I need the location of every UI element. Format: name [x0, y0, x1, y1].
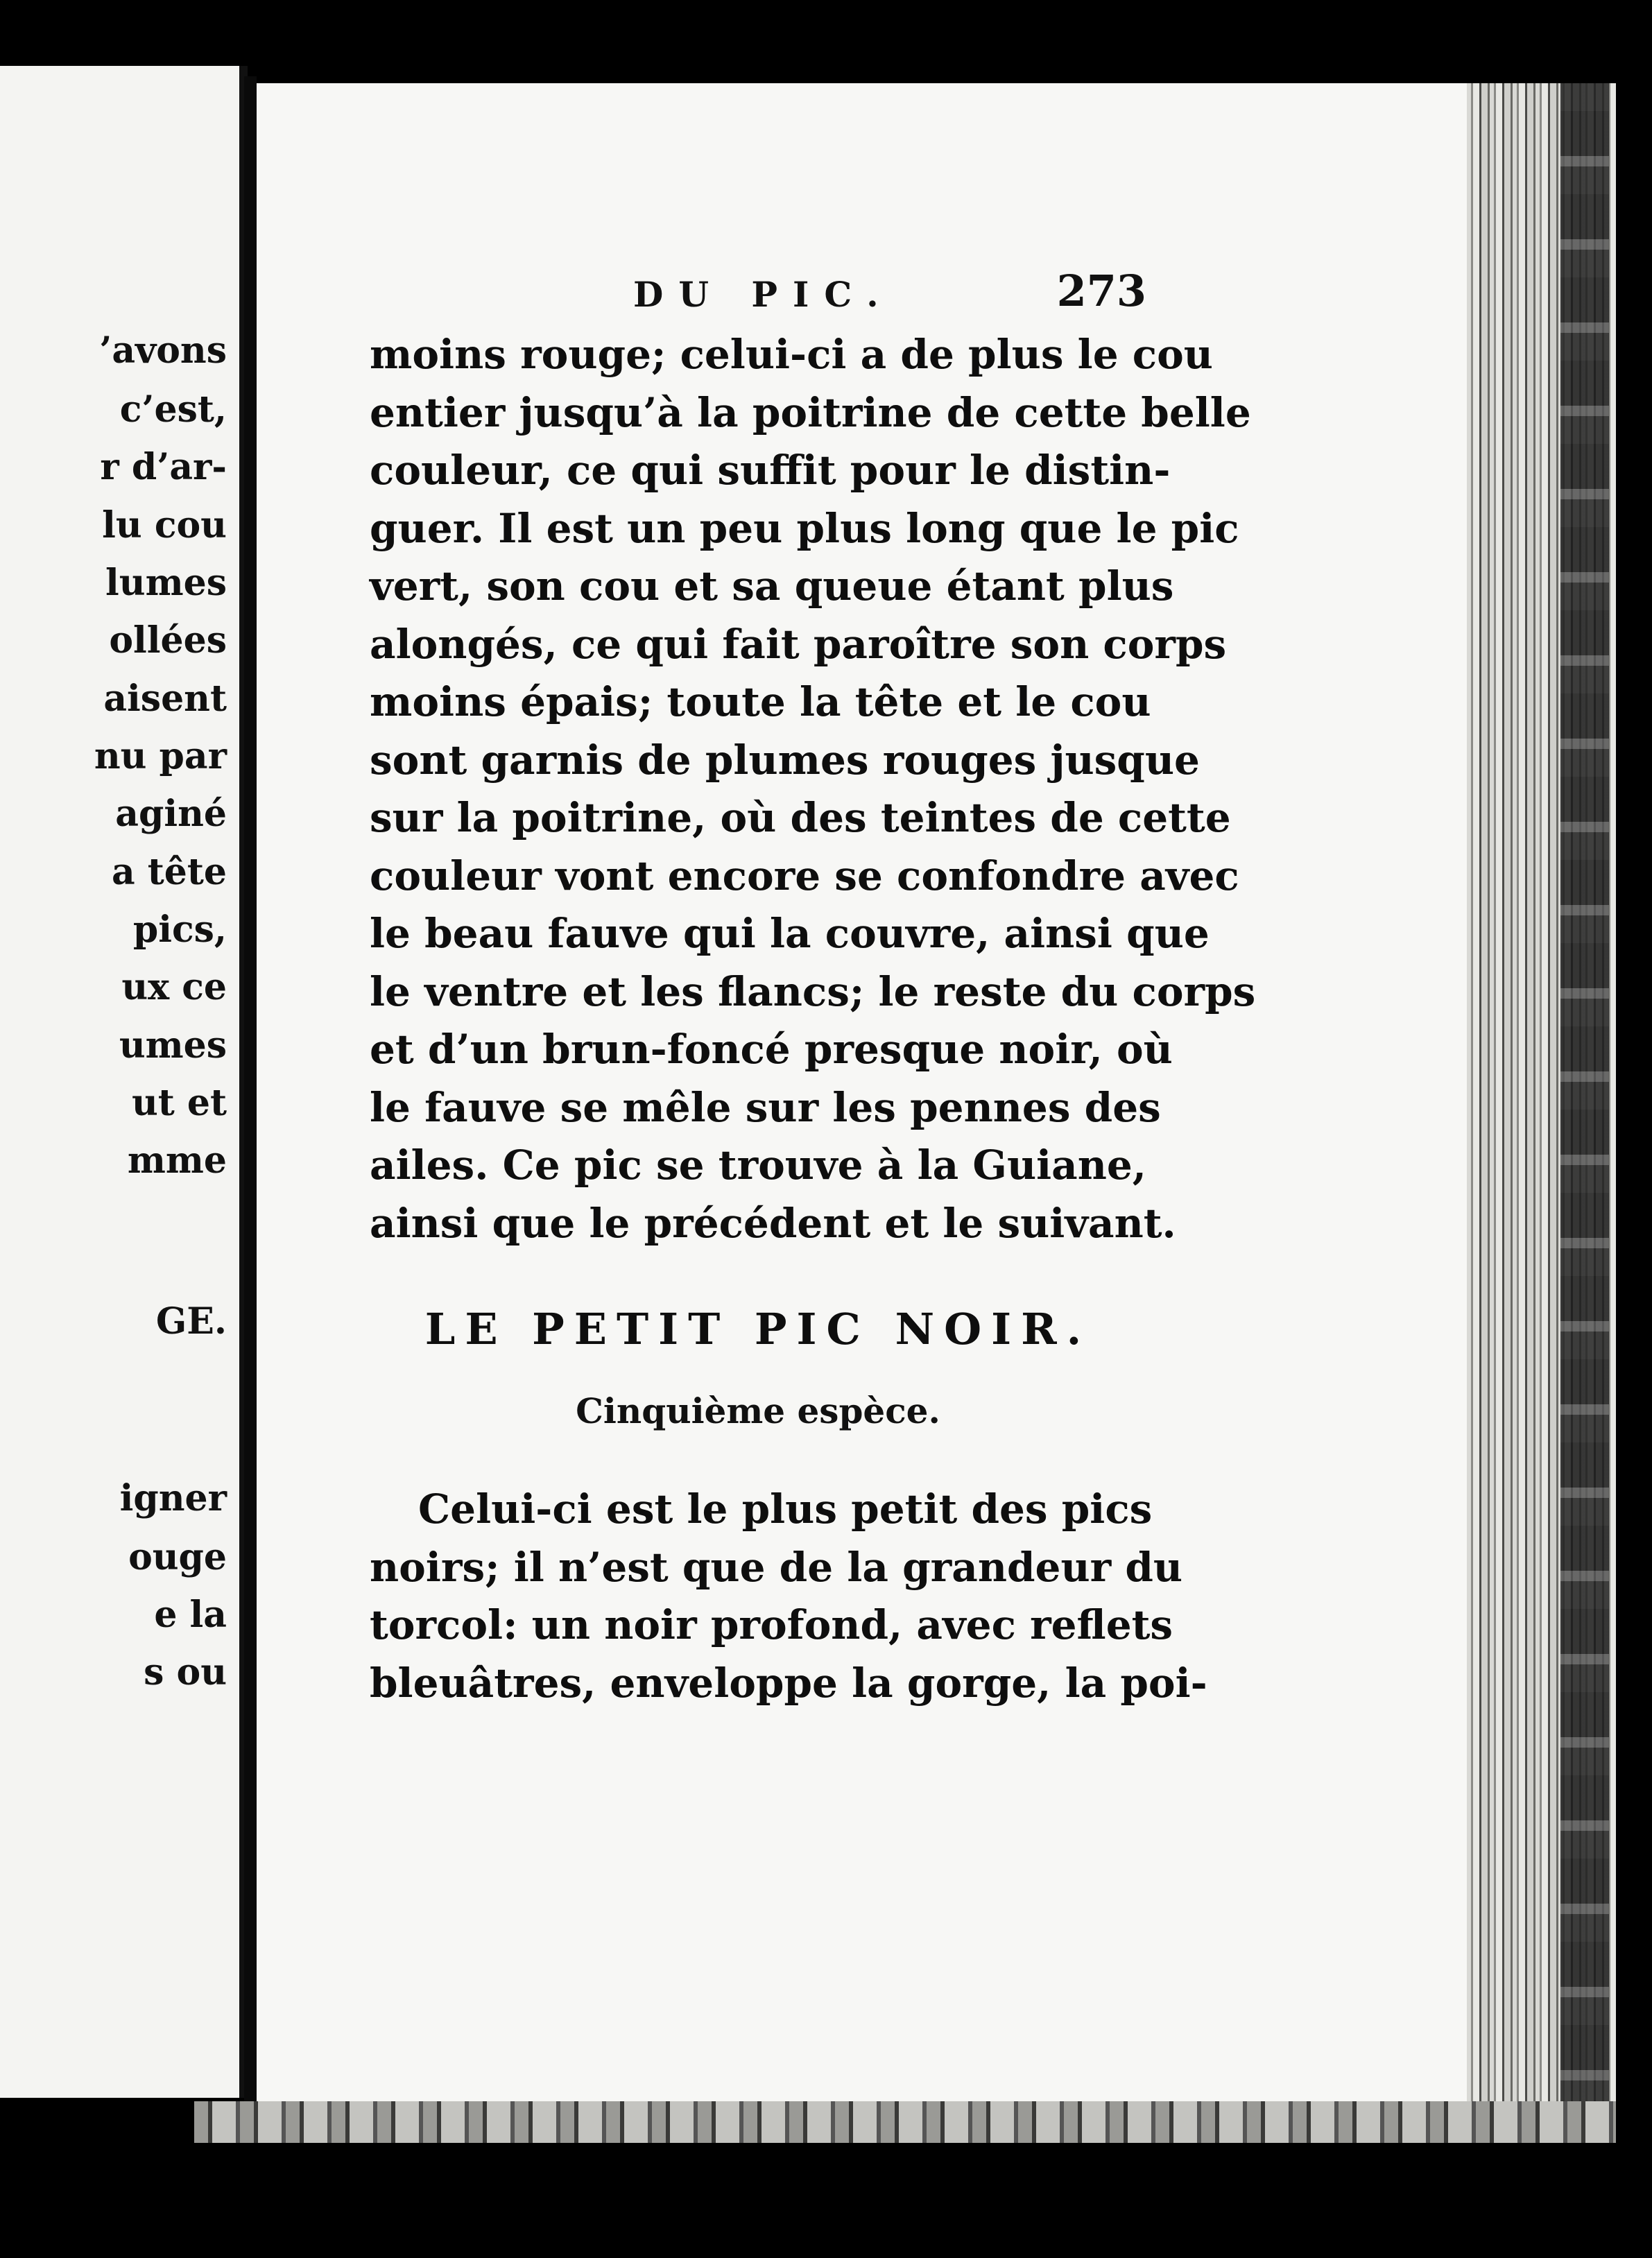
page-number: 273: [1056, 266, 1146, 316]
running-head-title: DU PIC.: [633, 274, 894, 315]
text-line: guer. Il est un peu plus long que le pic: [370, 504, 1239, 552]
text-line: alongés, ce qui fait paroître son corps: [370, 620, 1227, 668]
left-fragment: mme: [127, 1139, 227, 1182]
left-fragment: a tête: [111, 851, 227, 893]
left-fragment: pics,: [132, 908, 227, 951]
text-line: ainsi que le précédent et le suivant.: [370, 1199, 1176, 1247]
text-line: noirs; il n’est que de la grandeur du: [370, 1543, 1183, 1591]
text-line: torcol: un noir profond, avec reflets: [370, 1601, 1173, 1648]
text-line: moins épais; toute la tête et le cou: [370, 678, 1151, 725]
text-line: couleur vont encore se confondre avec: [370, 852, 1239, 899]
running-head: [370, 266, 1146, 322]
left-fragment: c’est,: [119, 388, 227, 431]
left-fragment: igner: [119, 1477, 227, 1519]
left-fragment: r d’ar-: [100, 446, 227, 488]
left-fragment: lu cou: [102, 504, 227, 546]
left-fragment: aginé: [115, 793, 227, 835]
left-fragment: e la: [154, 1594, 227, 1636]
left-fragment: ollées: [109, 619, 227, 662]
text-line: le fauve se mêle sur les pennes des: [370, 1083, 1161, 1131]
bottom-page-edge: [194, 2101, 1616, 2143]
left-fragment: umes: [119, 1024, 227, 1067]
text-line: ailes. Ce pic se trouve à la Guiane,: [370, 1141, 1146, 1189]
left-fragment: aisent: [103, 678, 227, 720]
left-fragment: lumes: [105, 562, 227, 604]
text-line: entier jusqu’à la poitrine de cette belle: [370, 388, 1251, 436]
text-line: le ventre et les flancs; le reste du corps: [370, 967, 1256, 1015]
left-facing-page: [0, 66, 248, 2098]
section-subtitle: Cinquième espèce.: [576, 1390, 940, 1431]
text-line: vert, son cou et sa queue étant plus: [370, 562, 1174, 610]
page-edge-shadow: [1560, 83, 1609, 2108]
book-gutter: [244, 76, 257, 2101]
text-line: et d’un brun-foncé presque noir, où: [370, 1026, 1173, 1073]
paragraph-1: [370, 326, 1256, 1252]
text-line: couleur, ce qui suffit pour le distin-: [370, 447, 1171, 494]
left-fragment: nu par: [94, 735, 227, 777]
left-fragment: ux ce: [121, 966, 227, 1008]
left-fragment: ’avons: [99, 329, 227, 372]
text-line: sont garnis de plumes rouges jusque: [370, 736, 1200, 784]
left-fragment: ut et: [131, 1082, 227, 1124]
left-fragment: s ou: [144, 1651, 227, 1694]
text-line: bleuâtres, enveloppe la gorge, la poi-: [370, 1659, 1207, 1707]
left-fragment: GE.: [155, 1300, 227, 1343]
paragraph-2: [370, 1481, 1207, 1712]
text-line: Celui-ci est le plus petit des pics: [418, 1485, 1153, 1533]
text-line: le beau fauve qui la couvre, ainsi que: [370, 910, 1210, 957]
section-title: LE PETIT PIC NOIR.: [424, 1304, 1092, 1354]
text-line: sur la poitrine, où des teintes de cette: [370, 794, 1231, 841]
left-fragment: ouge: [128, 1536, 227, 1578]
text-line: moins rouge; celui-ci a de plus le cou: [370, 331, 1213, 378]
